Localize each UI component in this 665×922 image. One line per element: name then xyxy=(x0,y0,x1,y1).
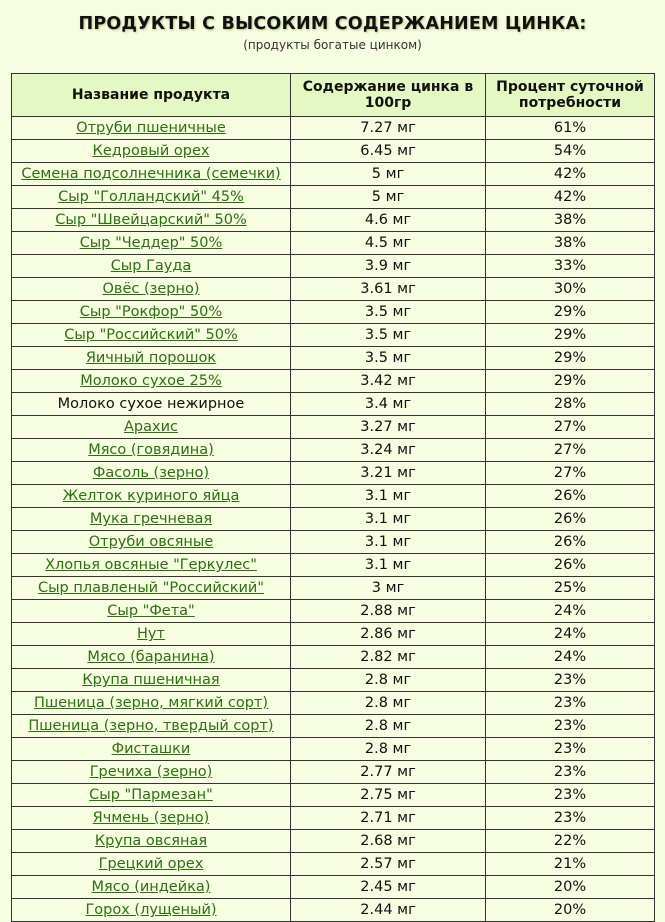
daily-percent-cell: 23% xyxy=(486,692,655,715)
product-link[interactable]: Отруби пшеничные xyxy=(76,120,226,136)
table-header-row xyxy=(12,74,655,117)
daily-percent-cell: 27% xyxy=(486,416,655,439)
product-link[interactable]: Пшеница (зерно, мягкий сорт) xyxy=(33,695,269,711)
table-row xyxy=(12,186,655,209)
table-row xyxy=(12,393,655,416)
table-row xyxy=(12,761,655,784)
product-name-cell xyxy=(12,393,291,416)
zinc-content-cell: 3.9 мг xyxy=(291,255,486,278)
zinc-content-cell: 2.82 мг xyxy=(291,646,486,669)
table-row xyxy=(12,462,655,485)
product-link[interactable]: Сыр "Пармезан" xyxy=(89,787,213,803)
product-name-cell xyxy=(12,439,291,462)
product-name-cell xyxy=(12,715,291,738)
product-link[interactable]: Нут xyxy=(137,626,165,642)
zinc-content-cell: 2.57 мг xyxy=(291,853,486,876)
product-link[interactable]: Сыр "Голландский" 45% xyxy=(58,189,244,205)
zinc-content-cell: 2.44 мг xyxy=(291,899,486,922)
product-link[interactable]: Молоко сухое 25% xyxy=(80,373,222,389)
product-name-cell xyxy=(12,278,291,301)
daily-percent-cell: 30% xyxy=(486,278,655,301)
daily-percent-cell: 27% xyxy=(486,439,655,462)
table-row xyxy=(12,439,655,462)
zinc-content-cell: 2.88 мг xyxy=(291,600,486,623)
daily-percent-cell: 23% xyxy=(486,715,655,738)
product-link[interactable]: Сыр "Российский" 50% xyxy=(64,327,238,343)
zinc-content-cell: 2.77 мг xyxy=(291,761,486,784)
daily-percent-cell: 27% xyxy=(486,462,655,485)
product-name-cell xyxy=(12,669,291,692)
product-link[interactable]: Яичный порошок xyxy=(85,350,217,366)
table-row xyxy=(12,600,655,623)
product-name-cell xyxy=(12,761,291,784)
product-link[interactable]: Горох (лущеный) xyxy=(85,902,217,918)
product-name-cell xyxy=(12,623,291,646)
zinc-content-cell: 3.5 мг xyxy=(291,301,486,324)
product-link[interactable]: Крупа пшеничная xyxy=(82,672,220,688)
table-row xyxy=(12,347,655,370)
header-product-name: Название продукта xyxy=(12,74,291,117)
daily-percent-cell: 29% xyxy=(486,324,655,347)
product-link[interactable]: Сыр "Рокфор" 50% xyxy=(79,304,223,320)
product-link[interactable]: Сыр "Швейцарский" 50% xyxy=(55,212,247,228)
table-row xyxy=(12,738,655,761)
product-name-cell xyxy=(12,324,291,347)
product-link[interactable]: Сыр плавленый "Российский" xyxy=(37,580,265,596)
zinc-content-cell: 3.5 мг xyxy=(291,347,486,370)
daily-percent-cell: 29% xyxy=(486,347,655,370)
product-link[interactable]: Арахис xyxy=(124,419,178,435)
daily-percent-cell: 23% xyxy=(486,669,655,692)
zinc-content-cell: 2.8 мг xyxy=(291,738,486,761)
daily-percent-cell: 54% xyxy=(486,140,655,163)
table-row xyxy=(12,416,655,439)
header-zinc-content: Содержание цинка в 100гр xyxy=(291,74,486,117)
daily-percent-cell: 23% xyxy=(486,761,655,784)
table-row xyxy=(12,117,655,140)
zinc-content-cell: 3.1 мг xyxy=(291,485,486,508)
daily-percent-cell: 42% xyxy=(486,186,655,209)
product-name-text: Молоко сухое нежирное xyxy=(57,396,245,412)
daily-percent-cell: 23% xyxy=(486,738,655,761)
product-name-cell xyxy=(12,255,291,278)
product-name-cell xyxy=(12,807,291,830)
page-title: ПРОДУКТЫ С ВЫСОКИМ СОДЕРЖАНИЕМ ЦИНКА: xyxy=(78,14,587,34)
table-row xyxy=(12,554,655,577)
table-row xyxy=(12,485,655,508)
zinc-content-cell: 3.1 мг xyxy=(291,531,486,554)
product-name-cell xyxy=(12,692,291,715)
table-row xyxy=(12,830,655,853)
daily-percent-cell: 22% xyxy=(486,830,655,853)
table-row xyxy=(12,646,655,669)
daily-percent-cell: 26% xyxy=(486,554,655,577)
product-name-cell xyxy=(12,531,291,554)
product-link[interactable]: Хлопья овсяные "Геркулес" xyxy=(45,557,257,573)
table-row xyxy=(12,853,655,876)
product-link[interactable]: Сыр "Фета" xyxy=(107,603,195,619)
daily-percent-cell: 38% xyxy=(486,209,655,232)
daily-percent-cell: 24% xyxy=(486,623,655,646)
table-row xyxy=(12,324,655,347)
product-name-cell xyxy=(12,416,291,439)
table-row xyxy=(12,784,655,807)
table-row xyxy=(12,531,655,554)
zinc-content-cell: 6.45 мг xyxy=(291,140,486,163)
product-name-cell xyxy=(12,347,291,370)
table-row xyxy=(12,577,655,600)
table-row xyxy=(12,255,655,278)
zinc-content-cell: 2.8 мг xyxy=(291,669,486,692)
product-link[interactable]: Отруби овсяные xyxy=(88,534,214,550)
product-link[interactable]: Пшеница (зерно, твердый сорт) xyxy=(28,718,274,734)
zinc-content-cell: 3.1 мг xyxy=(291,508,486,531)
zinc-content-cell: 3.5 мг xyxy=(291,324,486,347)
product-name-cell xyxy=(12,209,291,232)
product-name-cell xyxy=(12,462,291,485)
daily-percent-cell: 33% xyxy=(486,255,655,278)
daily-percent-cell: 23% xyxy=(486,807,655,830)
product-link[interactable]: Мясо (индейка) xyxy=(91,879,211,895)
daily-percent-cell: 26% xyxy=(486,508,655,531)
zinc-content-cell: 4.6 мг xyxy=(291,209,486,232)
zinc-content-cell: 3.27 мг xyxy=(291,416,486,439)
product-name-cell xyxy=(12,301,291,324)
daily-percent-cell: 24% xyxy=(486,600,655,623)
product-link[interactable]: Мясо (баранина) xyxy=(87,649,215,665)
zinc-content-cell: 4.5 мг xyxy=(291,232,486,255)
table-row xyxy=(12,876,655,899)
product-name-cell xyxy=(12,186,291,209)
product-name-cell xyxy=(12,554,291,577)
product-name-cell xyxy=(12,163,291,186)
zinc-content-cell: 3.24 мг xyxy=(291,439,486,462)
product-link[interactable]: Семена подсолнечника (семечки) xyxy=(21,166,281,182)
product-link[interactable]: Крупа овсяная xyxy=(94,833,208,849)
product-name-cell xyxy=(12,577,291,600)
table-row xyxy=(12,669,655,692)
daily-percent-cell: 20% xyxy=(486,899,655,922)
product-link[interactable]: Ячмень (зерно) xyxy=(92,810,210,826)
table-row xyxy=(12,209,655,232)
product-link[interactable]: Сыр "Чеддер" 50% xyxy=(79,235,223,251)
product-name-cell xyxy=(12,646,291,669)
product-name-cell xyxy=(12,508,291,531)
table-row xyxy=(12,508,655,531)
product-name-cell xyxy=(12,853,291,876)
product-name-cell xyxy=(12,485,291,508)
zinc-content-cell: 2.8 мг xyxy=(291,692,486,715)
table-row xyxy=(12,301,655,324)
product-link[interactable]: Желток куриного яйца xyxy=(62,488,240,504)
zinc-content-cell: 3.61 мг xyxy=(291,278,486,301)
product-name-cell xyxy=(12,370,291,393)
table-row xyxy=(12,232,655,255)
daily-percent-cell: 61% xyxy=(486,117,655,140)
zinc-content-cell: 2.45 мг xyxy=(291,876,486,899)
table-row xyxy=(12,370,655,393)
product-link[interactable]: Овёс (зерно) xyxy=(102,281,200,297)
zinc-content-cell: 2.8 мг xyxy=(291,715,486,738)
daily-percent-cell: 24% xyxy=(486,646,655,669)
product-name-cell xyxy=(12,600,291,623)
zinc-content-cell: 2.71 мг xyxy=(291,807,486,830)
zinc-content-cell: 3 мг xyxy=(291,577,486,600)
product-name-cell xyxy=(12,784,291,807)
zinc-products-table xyxy=(11,73,655,922)
product-link[interactable]: Гречиха (зерно) xyxy=(89,764,213,780)
product-link[interactable]: Мука гречневая xyxy=(89,511,213,527)
table-row xyxy=(12,715,655,738)
header-daily-percent: Процент суточной потребности xyxy=(486,74,655,117)
product-link[interactable]: Фасоль (зерно) xyxy=(92,465,210,481)
daily-percent-cell: 42% xyxy=(486,163,655,186)
product-link[interactable]: Кедровый орех xyxy=(92,143,210,159)
product-name-cell xyxy=(12,232,291,255)
product-name-cell xyxy=(12,830,291,853)
zinc-content-cell: 3.1 мг xyxy=(291,554,486,577)
zinc-content-cell: 2.75 мг xyxy=(291,784,486,807)
daily-percent-cell: 26% xyxy=(486,485,655,508)
daily-percent-cell: 25% xyxy=(486,577,655,600)
table-row xyxy=(12,140,655,163)
table-row xyxy=(12,163,655,186)
daily-percent-cell: 21% xyxy=(486,853,655,876)
product-name-cell xyxy=(12,876,291,899)
page-subtitle: (продукты богатые цинком) xyxy=(243,38,422,52)
zinc-content-cell: 3.4 мг xyxy=(291,393,486,416)
zinc-content-cell: 5 мг xyxy=(291,186,486,209)
zinc-content-cell: 3.42 мг xyxy=(291,370,486,393)
table-row xyxy=(12,623,655,646)
product-name-cell xyxy=(12,140,291,163)
zinc-content-cell: 7.27 мг xyxy=(291,117,486,140)
table-row xyxy=(12,692,655,715)
daily-percent-cell: 28% xyxy=(486,393,655,416)
product-link[interactable]: Фисташки xyxy=(111,741,191,757)
daily-percent-cell: 20% xyxy=(486,876,655,899)
product-link[interactable]: Грецкий орех xyxy=(98,856,204,872)
table-row xyxy=(12,899,655,922)
product-name-cell xyxy=(12,117,291,140)
zinc-content-cell: 2.86 мг xyxy=(291,623,486,646)
daily-percent-cell: 23% xyxy=(486,784,655,807)
daily-percent-cell: 38% xyxy=(486,232,655,255)
product-link[interactable]: Мясо (говядина) xyxy=(88,442,214,458)
product-name-cell xyxy=(12,738,291,761)
zinc-content-cell: 3.21 мг xyxy=(291,462,486,485)
zinc-content-cell: 2.68 мг xyxy=(291,830,486,853)
daily-percent-cell: 29% xyxy=(486,301,655,324)
table-row xyxy=(12,278,655,301)
table-row xyxy=(12,807,655,830)
zinc-content-cell: 5 мг xyxy=(291,163,486,186)
product-name-cell xyxy=(12,899,291,922)
daily-percent-cell: 26% xyxy=(486,531,655,554)
product-link[interactable]: Сыр Гауда xyxy=(110,258,192,274)
daily-percent-cell: 29% xyxy=(486,370,655,393)
